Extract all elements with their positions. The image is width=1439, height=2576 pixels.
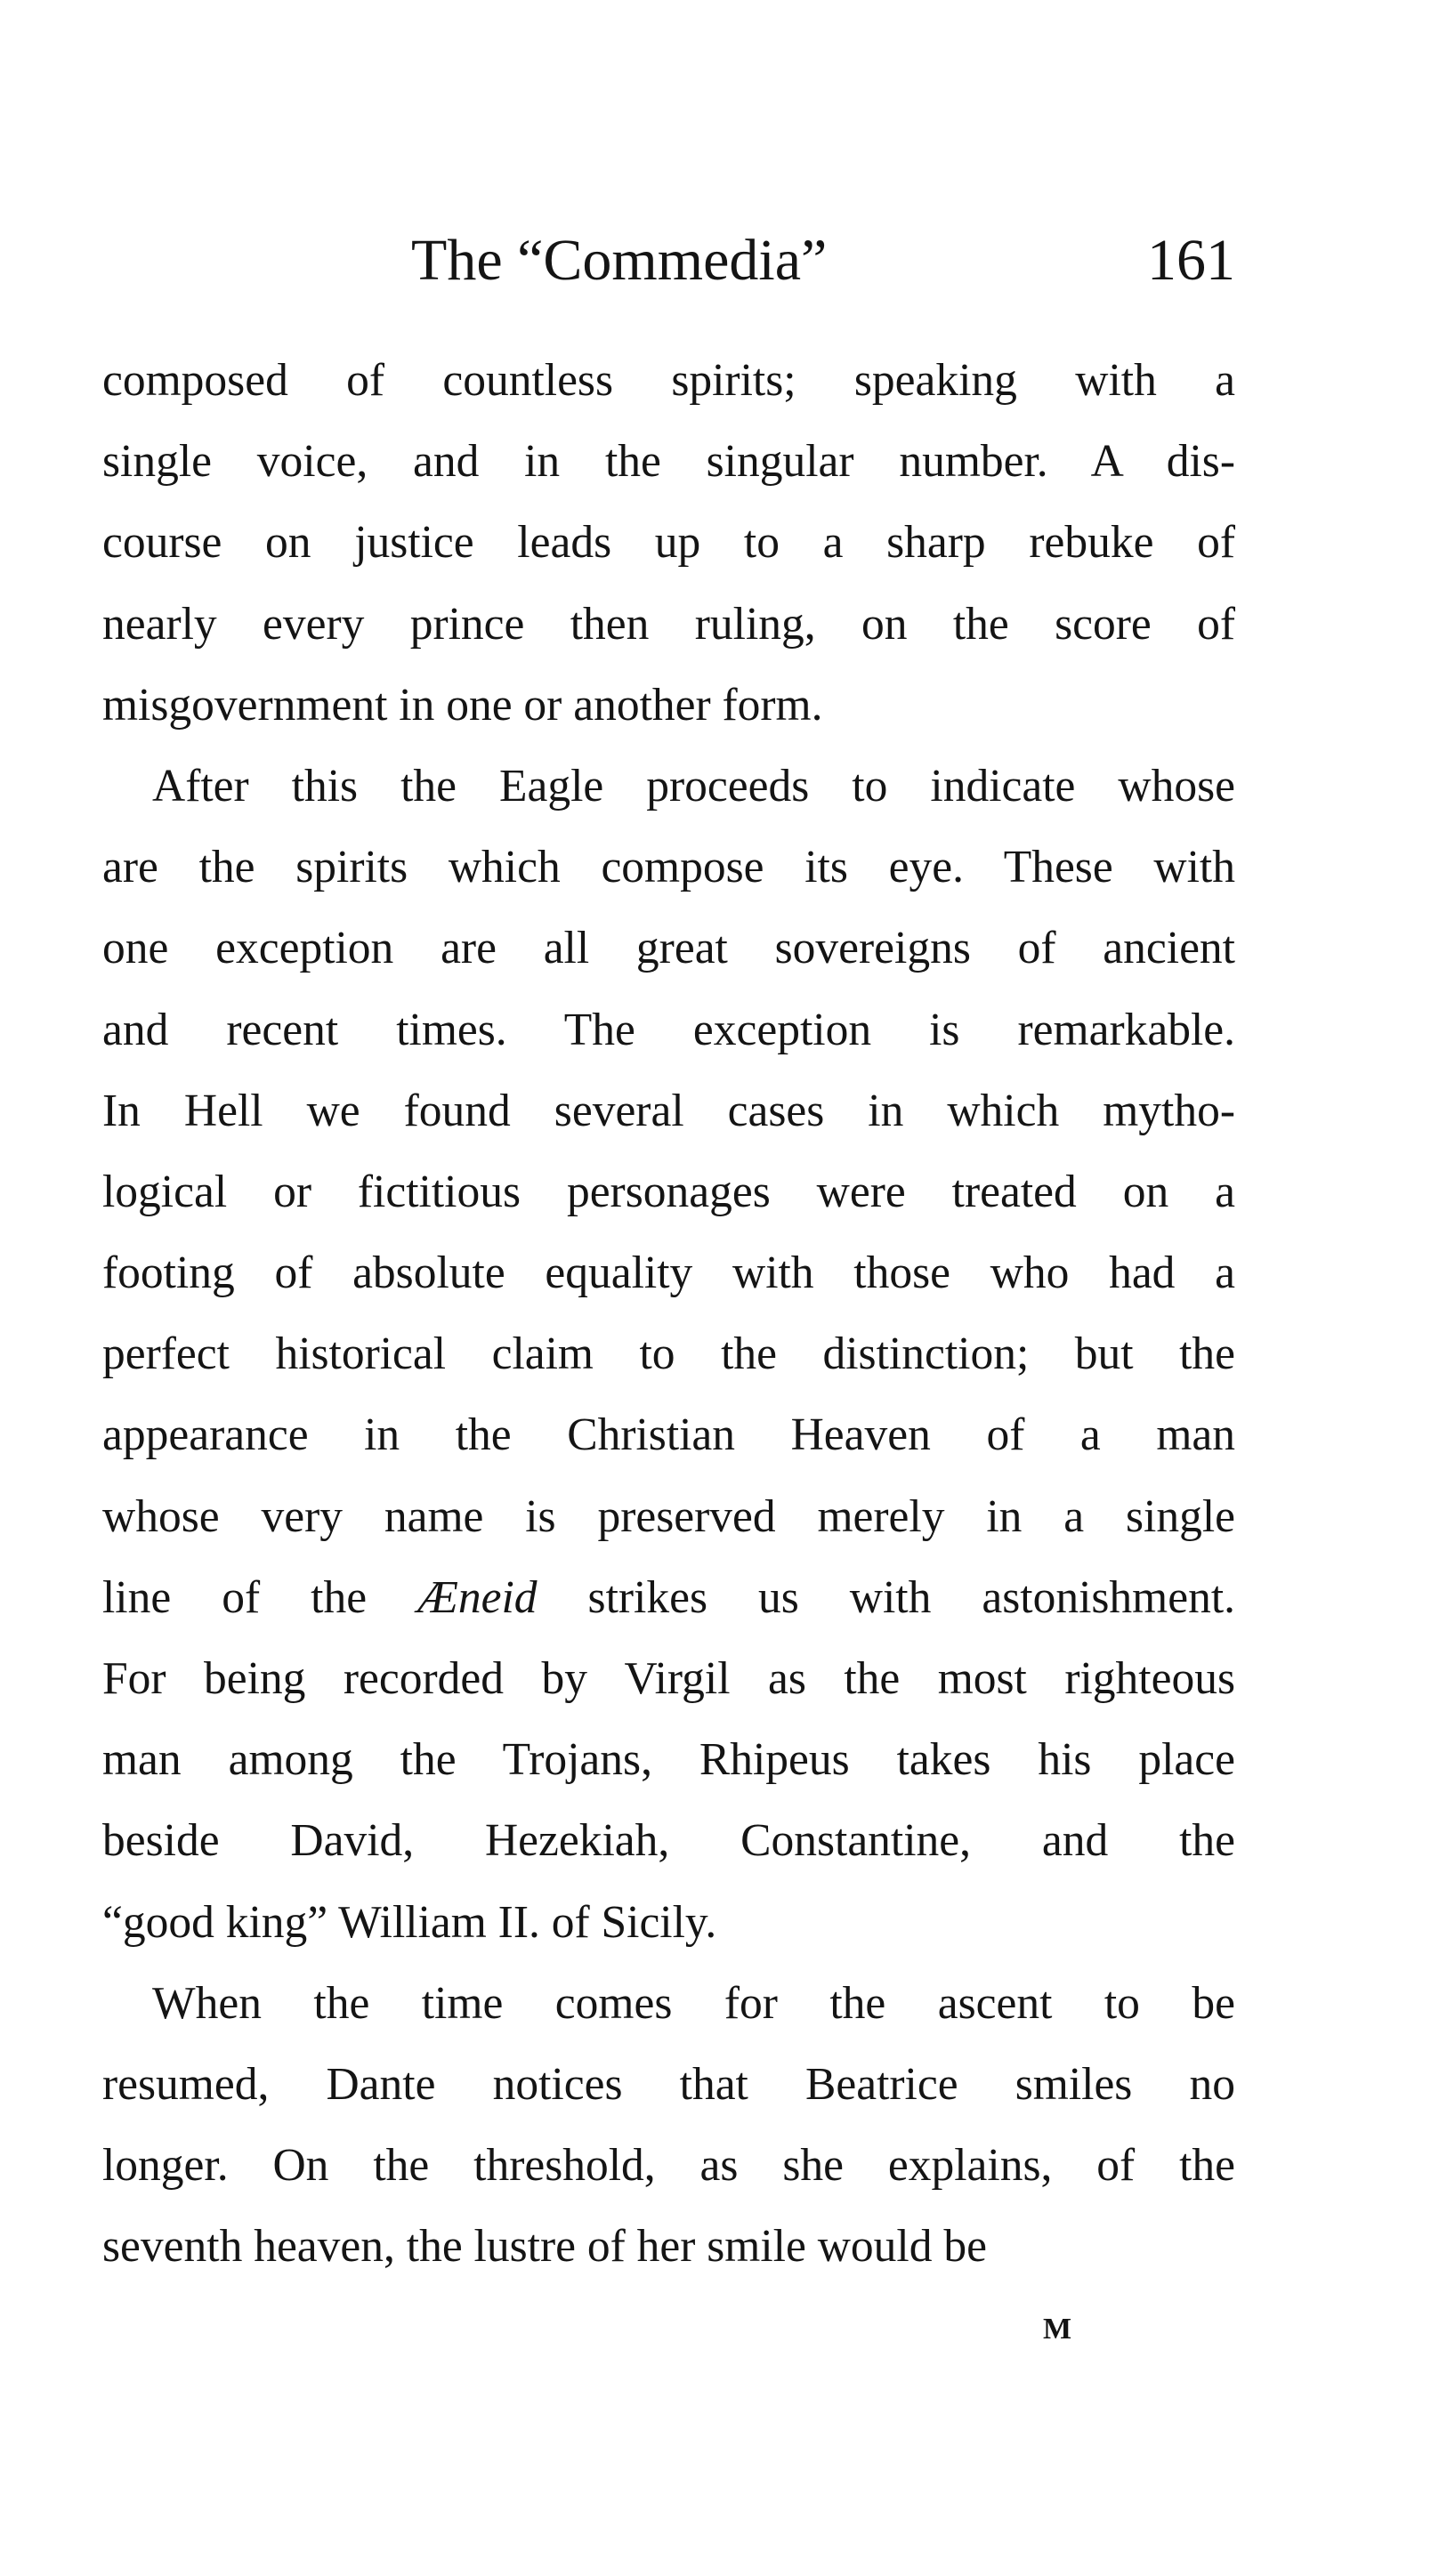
text-line xyxy=(102,1882,1235,1963)
line-text: man among the Trojans, Rhipeus takes his place xyxy=(102,1734,1235,1786)
line-text: After this the Eagle proceeds to indicate whose xyxy=(152,760,1235,812)
line-text: appearance in the Christian Heaven of a man xyxy=(102,1409,1235,1461)
text-line xyxy=(102,2044,1235,2125)
text-line xyxy=(102,2125,1235,2206)
text-line xyxy=(102,502,1235,583)
text-line xyxy=(102,1963,1235,2044)
text-line xyxy=(102,908,1235,989)
paragraph xyxy=(102,1963,1235,2288)
line-text: composed of countless spirits; speaking with a xyxy=(102,355,1235,406)
line-text: misgovernment in one or another form. xyxy=(102,679,823,731)
text-line xyxy=(102,1151,1235,1232)
text-line xyxy=(102,1719,1235,1800)
signature-mark: M xyxy=(1043,2313,1072,2346)
text-line xyxy=(102,746,1235,827)
line-text: For being recorded by Virgil as the most righteous xyxy=(102,1653,1235,1704)
text-line xyxy=(102,1800,1235,1881)
paragraph xyxy=(102,340,1235,746)
italic-title: Æneid xyxy=(417,1571,538,1623)
text-line xyxy=(102,1394,1235,1475)
page-number: 161 xyxy=(1147,228,1235,293)
line-text: line of the xyxy=(102,1571,368,1623)
text-line xyxy=(102,584,1235,665)
text-line xyxy=(102,1638,1235,1719)
text-line xyxy=(102,1557,1235,1638)
body-text xyxy=(102,340,1235,2288)
line-text: longer. On the threshold, as she explains, of the xyxy=(102,2140,1235,2192)
line-text: and recent times. The exception is remarkable. xyxy=(102,1004,1235,1055)
text-line xyxy=(102,827,1235,908)
line-text: “good king” William II. of Sicily. xyxy=(102,1896,717,1948)
line-text: When the time comes for the ascent to be xyxy=(152,1977,1235,2029)
running-head xyxy=(411,221,1235,301)
line-text: perfect historical claim to the distinction; but the xyxy=(102,1328,1235,1380)
line-text: one exception are all great sovereigns of ancient xyxy=(102,923,1235,974)
line-text: course on justice leads up to a sharp rebuke of xyxy=(102,517,1235,569)
line-text: are the spirits which compose its eye. These with xyxy=(102,842,1235,893)
text-line xyxy=(102,2206,1235,2287)
text-line xyxy=(102,1476,1235,1557)
text-line xyxy=(102,421,1235,502)
text-line xyxy=(102,1070,1235,1151)
running-title: The “Commedia” xyxy=(411,228,828,293)
text-line xyxy=(102,1232,1235,1313)
line-text: strikes us with astonishment. xyxy=(587,1571,1236,1623)
line-text: nearly every prince then ruling, on the score of xyxy=(102,598,1235,650)
line-text: resumed, Dante notices that Beatrice smiles no xyxy=(102,2058,1235,2110)
line-text: In Hell we found several cases in which mytho- xyxy=(102,1085,1235,1136)
text-line xyxy=(102,665,1235,746)
line-text: logical or fictitious personages were treated on a xyxy=(102,1166,1235,1217)
text-line xyxy=(102,989,1235,1070)
line-text: whose very name is preserved merely in a single xyxy=(102,1490,1235,1542)
text-line xyxy=(102,340,1235,421)
paragraph xyxy=(102,746,1235,1963)
text-line xyxy=(102,1313,1235,1394)
line-text: footing of absolute equality with those who had a xyxy=(102,1248,1235,1299)
line-text: single voice, and in the singular number. A dis- xyxy=(102,436,1235,488)
line-text: beside David, Hezekiah, Constantine, and the xyxy=(102,1815,1235,1867)
line-text: seventh heaven, the lustre of her smile would be xyxy=(102,2221,987,2273)
